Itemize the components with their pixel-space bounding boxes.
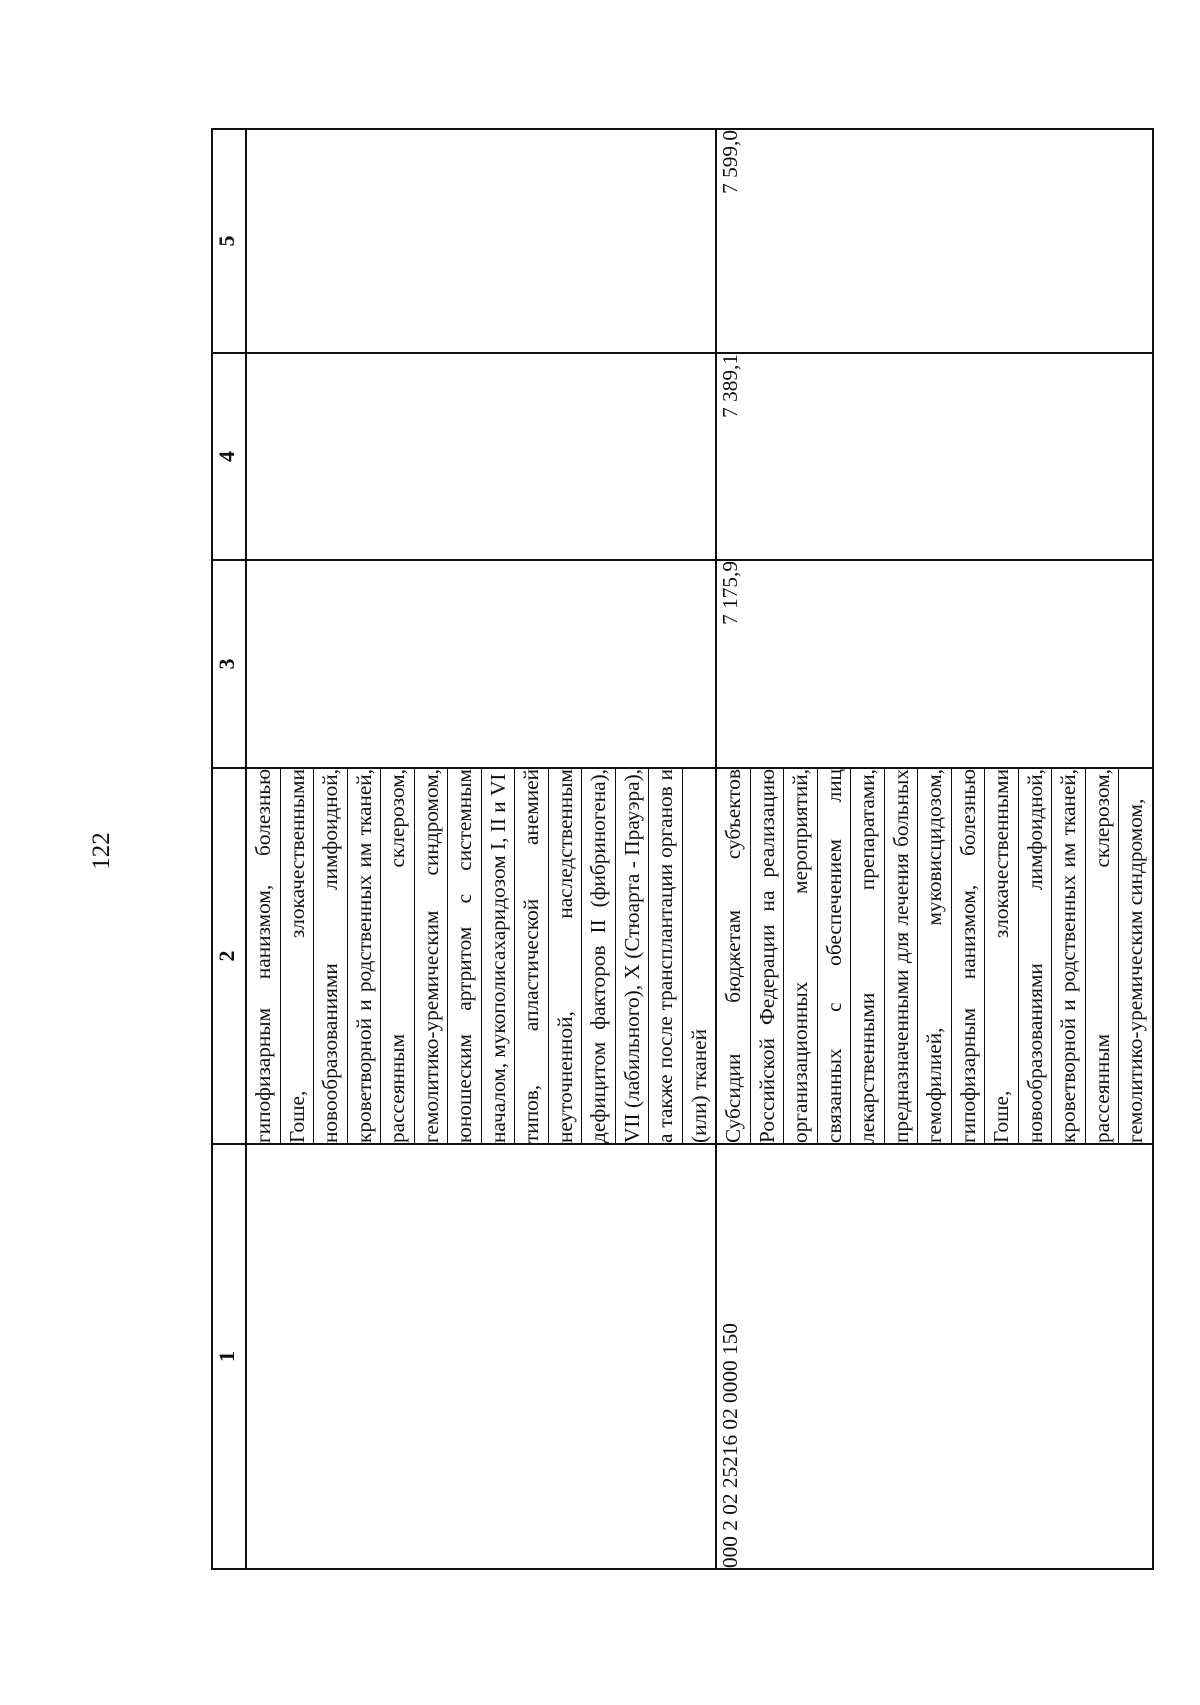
- column-header-4: 4: [212, 353, 246, 560]
- description-line: неуточненной, наследственным: [549, 769, 583, 1143]
- description-line: гипофизарным нанизмом, болезнью: [952, 769, 986, 1143]
- description-line: кроветворной и родственных им тканей,: [1052, 769, 1086, 1143]
- value-cell-col5: [246, 129, 716, 353]
- description-cell: [246, 768, 716, 1144]
- column-header-1: 1: [212, 1144, 246, 1569]
- value-cell-col3: [246, 560, 716, 768]
- description-line: кроветворной и родственных им тканей,: [348, 769, 382, 1143]
- budget-code-cell: [246, 1144, 716, 1569]
- value-cell-col4: 7 389,1: [716, 353, 1153, 560]
- column-header-2: 2: [212, 768, 246, 1144]
- value-cell-col4: [246, 353, 716, 560]
- description-line: новообразованиями лимфоидной,: [314, 769, 348, 1143]
- description-line: гемолитико-уремическим синдромом,: [1123, 798, 1147, 1143]
- value-cell-col3: 7 175,9: [716, 560, 1153, 768]
- description-line: Субсидии бюджетам субъектов: [717, 769, 751, 1143]
- description-line: началом, мукополисахаридозом I, II и VI: [482, 769, 516, 1143]
- table-row: [716, 129, 1153, 1569]
- description-line: новообразованиями лимфоидной,: [1019, 769, 1053, 1143]
- description-line: VII (лабильного), X (Стюарта - Прауэра),: [616, 769, 650, 1143]
- description-line: дефицитом факторов II (фибриногена),: [582, 769, 616, 1143]
- description-line: гемофилией, муковисцидозом,: [918, 769, 952, 1143]
- description-line: гипофизарным нанизмом, болезнью: [247, 769, 281, 1143]
- description-line: типов, апластической анемией: [515, 769, 549, 1143]
- description-line: Гоше, злокачественными: [985, 769, 1019, 1143]
- budget-table: [211, 128, 1154, 1570]
- budget-code-cell: 000 2 02 25216 02 0000 150: [716, 1144, 1153, 1569]
- description-line: а также после трансплантации органов и: [649, 769, 683, 1143]
- description-line: лекарственными препаратами,: [851, 769, 885, 1143]
- description-line: предназначенными для лечения больных: [885, 769, 919, 1143]
- column-header-3: 3: [212, 560, 246, 768]
- description-line: юношеским артритом с системным: [448, 769, 482, 1143]
- description-line: Российской Федерации на реализацию: [751, 769, 785, 1143]
- column-header-5: 5: [212, 129, 246, 353]
- rotated-page-content: [211, 130, 1147, 1570]
- description-line: Гоше, злокачественными: [281, 769, 315, 1143]
- page-number: 122: [88, 832, 115, 870]
- description-line: рассеянным склерозом,: [381, 769, 415, 1143]
- description-line: (или) тканей: [686, 1029, 711, 1143]
- description-line: рассеянным склерозом,: [1086, 769, 1120, 1143]
- description-line: гемолитико-уремическим синдромом,: [415, 769, 449, 1143]
- description-line: связанных с обеспечением лиц: [818, 769, 852, 1143]
- description-cell: [716, 768, 1153, 1144]
- description-line: организационных мероприятий,: [784, 769, 818, 1143]
- table-row: [246, 129, 716, 1569]
- value-cell-col5: 7 599,0: [716, 129, 1153, 353]
- table-header-row: [212, 129, 246, 1569]
